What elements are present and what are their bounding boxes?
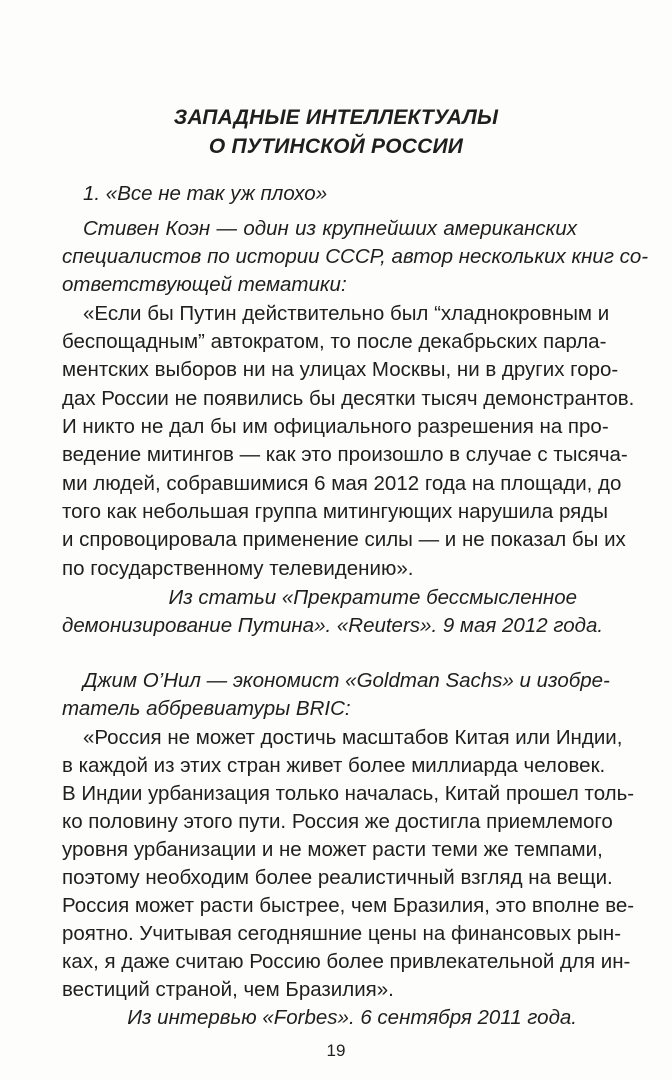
quote-line: И никто не дал бы им официального разрешения на про- xyxy=(62,415,609,438)
intro-line: Стивен Коэн — один из крупнейших американских xyxy=(83,217,577,240)
quote-line: ках, я даже считаю Россию более привлекательной для ин- xyxy=(62,950,631,973)
intro-line: татель аббревиатуры BRIC: xyxy=(62,697,351,720)
source-citation: Из статьи «Прекратите бессмысленное xyxy=(168,586,577,609)
quote-line: ми людей, собравшимися 6 мая 2012 года на площади, до xyxy=(62,472,622,495)
quote-line: того как небольшая группа митингующих нарушила ряды xyxy=(62,500,608,523)
source-citation: демонизирование Путина». «Reuters». 9 мая 2012 года. xyxy=(62,614,604,637)
quote-line: ко половину этого пути. Россия же достигла приемлемого xyxy=(62,810,613,833)
quote-line: «Если бы Путин действительно был “хладнокровным и xyxy=(83,302,610,325)
quote-line: вестиций страной, чем Бразилия». xyxy=(62,978,394,1001)
intro-line: ответствующей тематики: xyxy=(62,273,347,296)
quote-line: В Индии урбанизация только началась, Китай прошел толь- xyxy=(62,782,635,805)
quote-line: роятно. Учитывая сегодняшние цены на финансовых рын- xyxy=(62,922,622,945)
intro-line: специалистов по истории СССР, автор нескольких книг со- xyxy=(62,245,649,268)
page-number: 19 xyxy=(326,1041,346,1060)
quote-line: и спровоцировала применение силы — и не показал бы их xyxy=(62,528,626,551)
chapter-heading-line-2: О ПУТИНСКОЙ РОССИИ xyxy=(208,135,464,158)
intro-line: Джим О’Нил — экономист «Goldman Sachs» и изобре- xyxy=(83,669,610,692)
quote-line: ведение митингов — как это произошло в случае с тысяча- xyxy=(62,443,628,466)
source-citation: Из интервью «Forbes». 6 сентября 2011 года. xyxy=(127,1006,577,1029)
chapter-heading-line-1: ЗАПАДНЫЕ ИНТЕЛЛЕКТУАЛЫ xyxy=(173,106,499,129)
quote-line: уровня урбанизации и не может расти теми же темпами, xyxy=(62,838,603,861)
section-title: 1. «Все не так уж плохо» xyxy=(83,182,328,205)
quote-line: поэтому необходим более реалистичный взгляд на вещи. xyxy=(62,866,613,889)
quote-line: Россия может расти быстрее, чем Бразилия, это вполне ве- xyxy=(62,894,635,917)
quote-line: по государственному телевидению». xyxy=(62,557,414,580)
quote-line: беспощадным” автократом, то после декабрьских парла- xyxy=(62,330,607,353)
quote-line: в каждой из этих стран живет более миллиарда человек. xyxy=(62,754,606,777)
quote-line: дах России не появились бы десятки тысяч демонстрантов. xyxy=(62,387,635,410)
quote-line: «Россия не может достичь масштабов Китая или Индии, xyxy=(83,726,623,749)
quote-line: ментских выборов ни на улицах Москвы, ни в других горо- xyxy=(62,358,619,381)
